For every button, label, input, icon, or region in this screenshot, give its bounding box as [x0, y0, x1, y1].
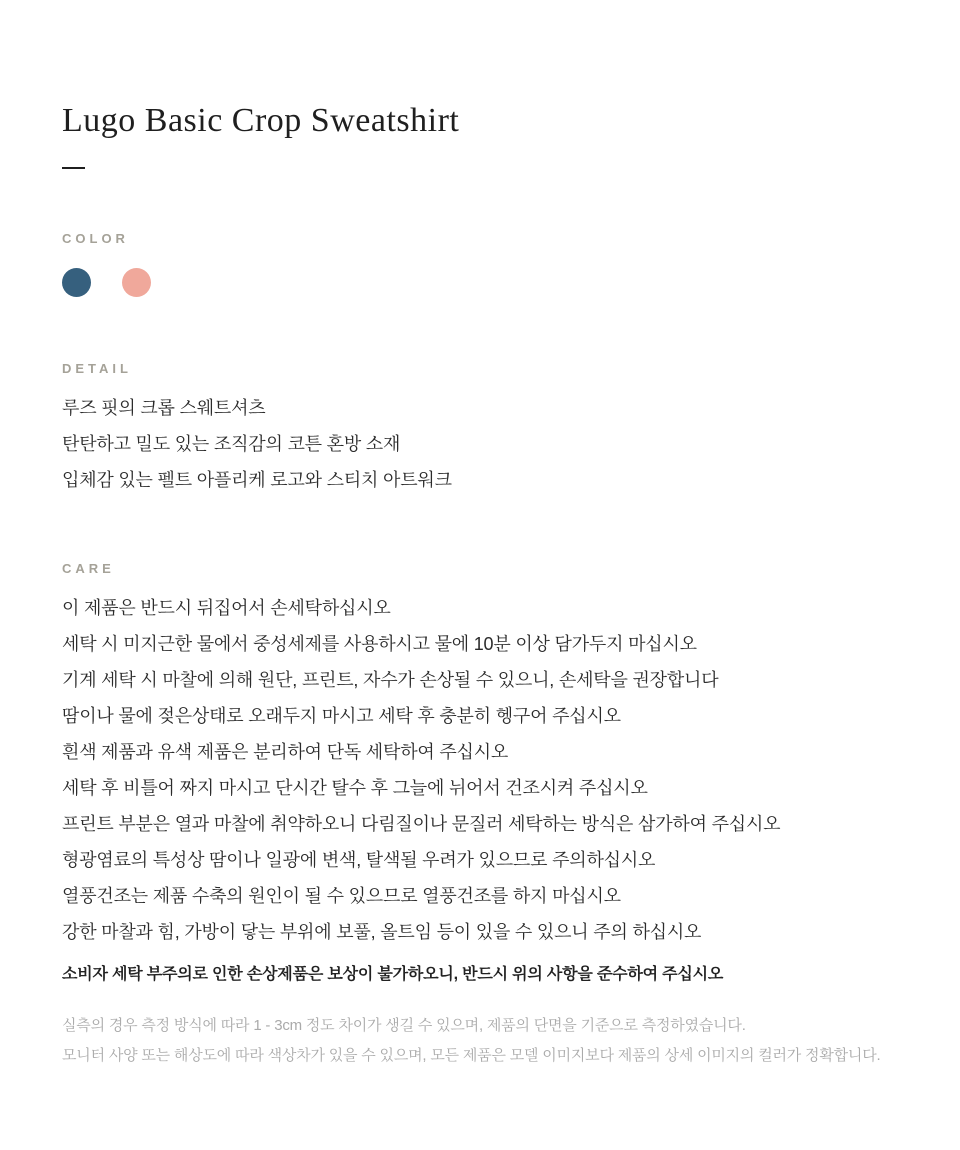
detail-section [62, 361, 898, 498]
detail-section-label: DETAIL [62, 361, 132, 376]
detail-line: 탄탄하고 밀도 있는 조직감의 코튼 혼방 소재 [62, 434, 401, 454]
care-line: 열풍건조는 제품 수축의 원인이 될 수 있으므로 열풍건조를 하지 마십시오 [62, 886, 621, 906]
detail-lines [62, 390, 898, 498]
care-line: 프린트 부분은 열과 마찰에 취약하오니 다림질이나 문질러 세탁하는 방식은 삼가하여 주십시오 [62, 814, 781, 834]
notice-section [62, 1011, 898, 1071]
title-divider [62, 167, 85, 169]
color-section [62, 231, 898, 297]
care-line: 땀이나 물에 젖은상태로 오래두지 마시고 세탁 후 충분히 헹구어 주십시오 [62, 706, 621, 726]
care-line: 세탁 후 비틀어 짜지 마시고 단시간 탈수 후 그늘에 뉘어서 건조시켜 주십시오 [62, 778, 648, 798]
color-swatch-row [62, 268, 898, 297]
care-line: 형광염료의 특성상 땀이나 일광에 변색, 탈색될 우려가 있으므로 주의하십시오 [62, 850, 656, 870]
care-line: 흰색 제품과 유색 제품은 분리하여 단독 세탁하여 주십시오 [62, 742, 509, 762]
color-swatch-navy[interactable] [62, 268, 91, 297]
color-section-label: COLOR [62, 231, 129, 246]
care-lines [62, 590, 898, 950]
care-section-label: CARE [62, 561, 115, 576]
care-section [62, 561, 898, 984]
care-line: 기계 세탁 시 마찰에 의해 원단, 프린트, 자수가 손상될 수 있으니, 손세탁을 권장합니다 [62, 670, 719, 690]
color-swatch-pink[interactable] [122, 268, 151, 297]
care-line: 강한 마찰과 힘, 가방이 닿는 부위에 보풀, 올트임 등이 있을 수 있으니 주의 하십시오 [62, 922, 702, 942]
page-title: Lugo Basic Crop Sweatshirt [62, 102, 460, 139]
notice-line: 실측의 경우 측정 방식에 따라 1 - 3cm 정도 차이가 생길 수 있으며, 제품의 단면을 기준으로 측정하였습니다. [62, 1017, 746, 1034]
detail-line: 루즈 핏의 크롭 스웨트셔츠 [62, 398, 266, 418]
care-line: 이 제품은 반드시 뒤집어서 손세탁하십시오 [62, 598, 391, 618]
detail-line: 입체감 있는 펠트 아플리케 로고와 스티치 아트워크 [62, 470, 452, 490]
care-warning-text: 소비자 세탁 부주의로 인한 손상제품은 보상이 불가하오니, 반드시 위의 사항을 준수하여 주십시오 [62, 966, 724, 983]
care-line: 세탁 시 미지근한 물에서 중성세제를 사용하시고 물에 10분 이상 담가두지 마십시오 [62, 634, 697, 654]
notice-line: 모니터 사양 또는 해상도에 따라 색상차가 있을 수 있으며, 모든 제품은 모델 이미지보다 제품의 상세 이미지의 컬러가 정확합니다. [62, 1047, 881, 1064]
